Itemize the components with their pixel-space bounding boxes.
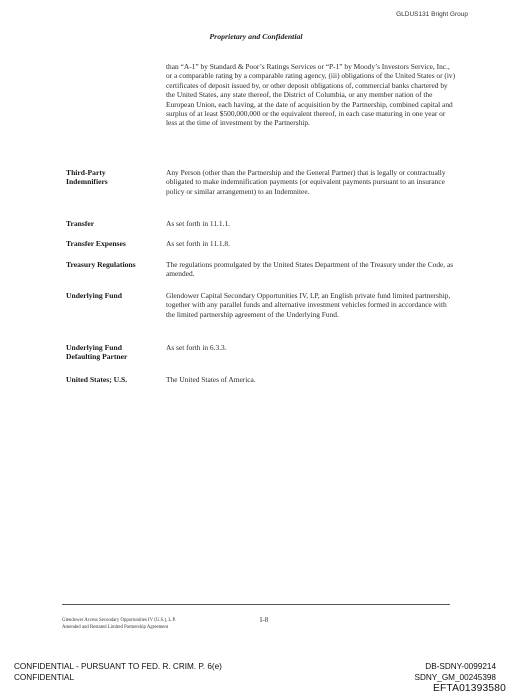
footer-document-name [62,617,262,631]
footer-line-1: Glendower Access Secondary Opportunities IV (U.S.), L.P. [62,618,176,623]
footer-divider [62,604,450,605]
definition-term: Transfer Expenses [66,239,126,248]
definition-text: The regulations promulgated by the United States Department of the Treasury under the Code, as amended. [166,260,454,279]
definition-term: Transfer [66,219,95,228]
definition-text: Any Person (other than the Partnership and the General Partner) that is legally or contractually obligated to make indemnification payments (or equivalent payments pursuant to an insurance policy or similar arrangement) to an Indemnitee. [166,168,446,196]
footer-line-2: Amended and Restated Limited Partnership Agreement [62,625,169,630]
confidentiality-line-2: CONFIDENTIAL [14,672,75,682]
efta-number: EFTA01393580 [432,683,506,694]
definition-term: Treasury Regulations [66,260,136,269]
definition-text: Glendower Capital Secondary Opportunities IV, LP, an English private fund limited partnership, together with any parallel funds and alternative investment vehicles formed in accordance with the limited partnership agreement of the Underlying Fund. [166,291,451,319]
definition-text: As set forth in 11.1.1. [166,219,230,228]
confidentiality-line-1: CONFIDENTIAL - PURSUANT TO FED. R. CRIM. P. 6(e) [14,662,222,671]
page-title: Proprietary and Confidential [209,32,303,41]
page-number: I-8 [259,616,269,624]
definition-term: Third-Party Indemnifiers [66,168,108,187]
definition-term: United States; U.S. [66,375,128,384]
bates-line-1: DB-SDNY-0099214 [425,662,496,671]
bates-stamp [330,662,496,683]
definition-text: As set forth in 11.1.8. [166,239,230,248]
definition-text: The United States of America. [166,375,256,384]
document-code: GLDUS131 Bright Group [396,11,468,18]
bates-line-2: SDNY_GM_00245398 [414,672,496,682]
definition-term: Underlying Fund [66,291,122,300]
intro-paragraph: than “A-1” by Standard & Poor’s Ratings Services or “P-1” by Moody’s Investors Service, Inc., or a comparable rating by a comparable rating agency, (iii) obligations of the United States or (iv) certificates of deposit issued by, or other deposit obligations of, commercial banks chartered by the United States, any state thereof, the District of Columbia, or any member nation of the European Union, each having, at the date of acquisition by the Partnership, combined capital and surplus of at least $500,000,000 or the equivalent thereof, in each case maturing in one year or less at the time of investment by the Partnership. [166,62,456,128]
definition-text: As set forth in 6.3.3. [166,343,227,352]
definition-term: Underlying Fund Defaulting Partner [66,343,128,362]
confidentiality-stamp [14,662,314,683]
